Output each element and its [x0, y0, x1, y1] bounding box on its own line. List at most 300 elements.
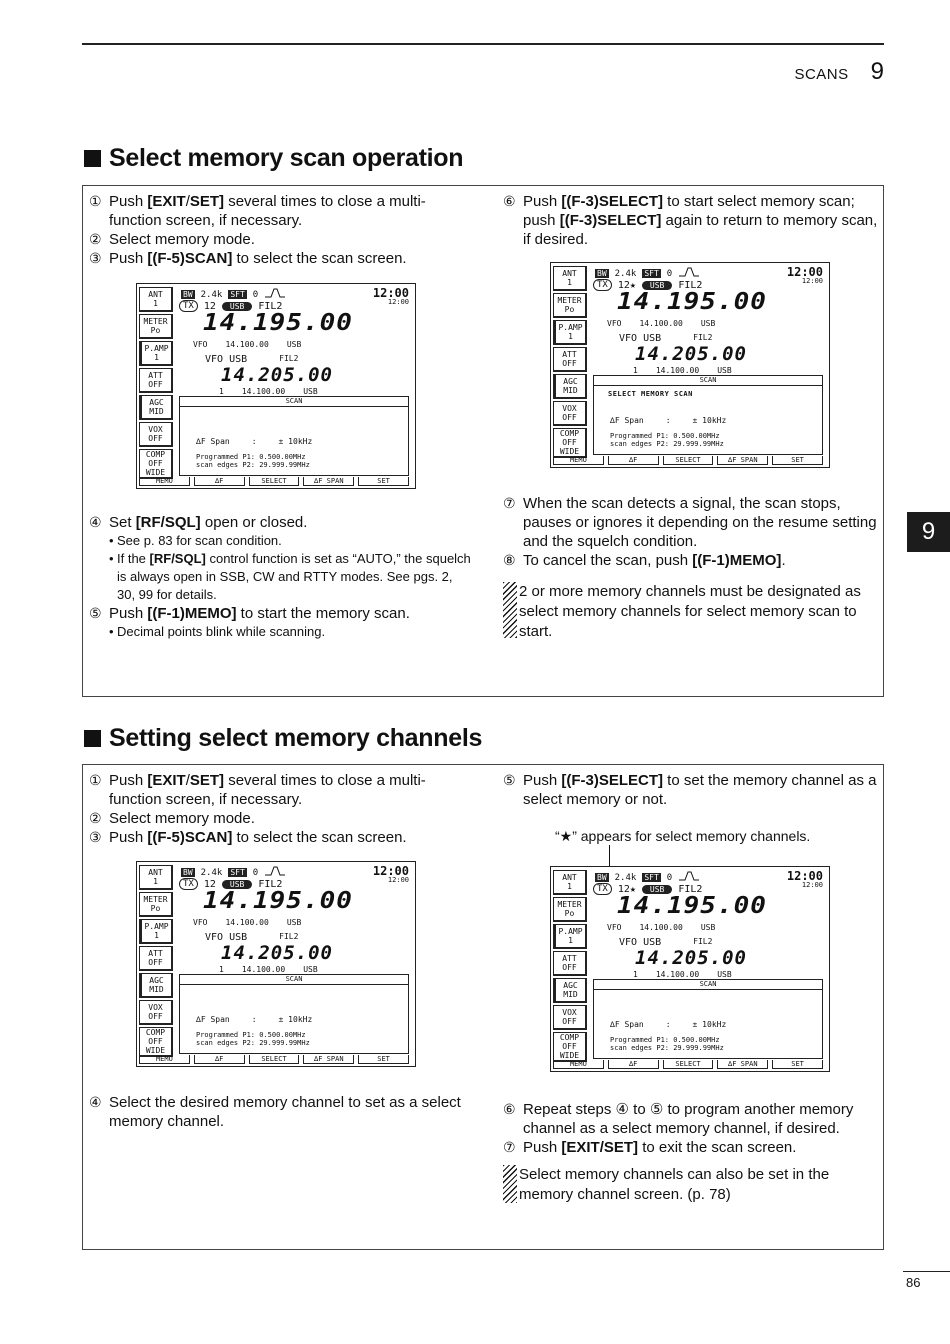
programmed-edges: [196, 1031, 310, 1047]
filter-label: FIL2: [678, 883, 703, 895]
chapter-tab: 9: [907, 512, 950, 552]
step-item: [89, 192, 469, 230]
function-key: MEMO: [553, 456, 604, 465]
function-keys: [553, 456, 827, 465]
lcd-side-button: [139, 314, 173, 339]
step-text-part: Push: [109, 193, 148, 210]
lcd-clock: 12:00: [786, 265, 823, 279]
step-text-part: Push: [109, 250, 148, 267]
step-text-part: [(F-5)SCAN]: [147, 829, 233, 846]
vfo-info: [607, 319, 715, 328]
scan-edges-p2: scan edges P2: 29.999.99MHz: [196, 1039, 310, 1047]
function-key: ∆F: [194, 477, 245, 486]
lcd-side-button-label: AGC: [149, 398, 164, 407]
sft-badge: SFT: [644, 873, 659, 882]
programmed-edges: [196, 453, 310, 469]
sub-channel-info: [633, 970, 732, 979]
step-text-part: [EXIT: [147, 193, 186, 210]
programmed-edges: [610, 1036, 724, 1052]
lcd-clock: 12:00: [372, 864, 409, 878]
lcd-side-button-label: MID: [149, 985, 164, 994]
s1-step8: ⑧ To cancel the scan, push [(F-1)MEMO].: [503, 552, 786, 569]
star-note: “★” appears for select memory channels.: [555, 828, 811, 844]
vfo-label: VFO: [193, 340, 208, 349]
function-key: MEMO: [139, 477, 190, 486]
bw-value: 2.4k: [200, 867, 223, 878]
step-item: [89, 828, 469, 847]
sub-frequency: 14.205.00: [635, 947, 747, 969]
filter-label: FIL2: [258, 300, 283, 312]
lcd-side-button-label: COMP: [559, 1033, 580, 1042]
span-row: [196, 437, 312, 446]
sub-channel-mode: USB: [717, 970, 732, 979]
span-label: ∆F Span: [196, 1015, 230, 1024]
mode-badge: USB: [222, 880, 252, 889]
bw-badge: BW: [597, 269, 607, 278]
lcd-side-button-label: 1: [153, 299, 158, 308]
top-rule: [82, 43, 884, 45]
section2-title-text: Setting select memory channels: [109, 724, 483, 752]
lcd-side-button-label: Po: [150, 326, 161, 335]
sub-channel-frequency: 14.100.00: [655, 970, 700, 979]
lcd-side-button: [139, 1000, 173, 1025]
vfo-mode: USB: [286, 340, 302, 349]
function-key: SET: [772, 1060, 823, 1069]
lcd-side-button-label: P.AMP: [144, 344, 169, 353]
lcd-side-button: [139, 368, 173, 393]
step-text-part: [(F-5)SCAN]: [147, 250, 233, 267]
s2-step6: ⑥ Repeat steps ④ to ⑤ to program another memory channel as a select memory channel, if desired.: [503, 1101, 854, 1137]
lcd-side-button-label: Po: [564, 909, 575, 918]
lcd-side-button-label: VOX: [562, 404, 577, 413]
lcd-side-button-label: OFF: [562, 359, 577, 368]
channel-number: 12★: [617, 883, 636, 895]
vfo-label: VFO: [193, 918, 208, 927]
lcd-side-button: [553, 951, 587, 976]
lcd-side-button-label: OFF: [148, 459, 163, 468]
mode-badge: USB: [642, 885, 672, 894]
bw-value: 2.4k: [200, 289, 223, 300]
channel-number: 12★: [617, 279, 636, 291]
lcd-side-button-label: WIDE: [559, 1051, 580, 1060]
lcd-side-button-label: Po: [564, 305, 575, 314]
lcd-side-button-label: OFF: [148, 434, 163, 443]
footer-rule: [903, 1271, 950, 1272]
channel-number: 12: [203, 878, 216, 890]
lcd-clock-small: 12:00: [387, 298, 409, 306]
sub-channel: 1: [219, 965, 224, 974]
vfo-info: [607, 923, 715, 932]
lcd-side-button-label: 1: [154, 931, 159, 940]
scan-panel-header: SCAN: [180, 975, 408, 985]
step-text-part: SET]: [189, 193, 225, 210]
bw-value: 2.4k: [614, 268, 637, 279]
scan-panel-header: SCAN: [594, 376, 822, 386]
sub-filter-label: FIL2: [279, 354, 299, 363]
lcd-side-button-label: AGC: [563, 981, 578, 990]
step-number: ③: [89, 829, 102, 845]
lcd-side-button: [553, 374, 587, 399]
lcd-scan-screen-2: [136, 861, 416, 1067]
lcd-side-button-label: 1: [568, 332, 573, 341]
sub-channel: 1: [219, 387, 224, 396]
vfo-frequency: 14.100.00: [639, 319, 683, 328]
function-keys: [553, 1060, 827, 1069]
sub-vfo-label: VFO: [205, 932, 224, 943]
lcd-side-button-label: VOX: [148, 425, 163, 434]
step-item: [89, 809, 469, 828]
main-frequency: 14.195.00: [617, 892, 767, 920]
function-key: SET: [772, 456, 823, 465]
sft-badge: SFT: [644, 269, 659, 278]
lcd-side-button: [553, 897, 587, 922]
sub-frequency: 14.205.00: [221, 942, 333, 964]
filter-label: FIL2: [258, 878, 283, 890]
lcd-side-button: [139, 919, 173, 944]
vfo-label: VFO: [607, 923, 622, 932]
lcd-side-button-label: ATT: [562, 350, 577, 359]
tx-badge: TX: [179, 878, 198, 890]
lcd-side-button-label: OFF: [148, 958, 163, 967]
scan-panel-header: SCAN: [180, 397, 408, 407]
lcd-side-button: [553, 401, 587, 426]
scan-panel: [179, 974, 409, 1054]
step-text-part: Push: [109, 772, 148, 789]
s1-note: 2 or more memory channels must be designated as select memory channels for select memory scan to start.: [503, 582, 878, 642]
lcd-side-button-label: METER: [557, 296, 582, 305]
function-key: ∆F: [194, 1055, 245, 1064]
sub-channel-frequency: 14.100.00: [655, 366, 700, 375]
sub-channel-mode: USB: [303, 387, 318, 396]
vfo-frequency: 14.100.00: [639, 923, 683, 932]
step-text: [109, 192, 469, 230]
bullet-square-icon: [84, 150, 101, 167]
sub-channel-info: [633, 366, 732, 375]
s1-step5: ⑤ Push [(F-1)MEMO] to start the memory scan.: [89, 605, 410, 622]
sub-channel-frequency: 14.100.00: [241, 387, 286, 396]
lcd-side-button-label: VOX: [148, 1003, 163, 1012]
scan-panel: [593, 375, 823, 455]
step-number: ①: [89, 772, 102, 788]
function-key: SELECT: [249, 477, 300, 486]
s2-left-steps: [89, 771, 469, 847]
note-hatch-icon: [503, 582, 517, 638]
sub-channel-mode: USB: [303, 965, 318, 974]
span-colon: :: [665, 416, 671, 425]
function-key: SET: [358, 1055, 409, 1064]
lcd-side-button-label: OFF: [148, 1012, 163, 1021]
running-head: [794, 58, 884, 86]
s1-step4: ④ Set [RF/SQL] open or closed.: [89, 514, 308, 531]
lcd-side-button: [553, 347, 587, 372]
lcd-side-button: [553, 266, 587, 291]
lcd-clock-small: 12:00: [801, 277, 823, 285]
vfo-frequency: 14.100.00: [225, 918, 269, 927]
span-colon: :: [251, 1015, 257, 1024]
bw-badge: BW: [597, 873, 607, 882]
note-hatch-icon: [503, 1165, 517, 1203]
select-memory-scan-banner: SELECT MEMORY SCAN: [608, 390, 693, 398]
sub-vfo-mode: USB: [229, 932, 248, 943]
lcd-side-button-label: P.AMP: [558, 927, 583, 936]
step-item: [89, 249, 469, 268]
lcd-side-button-label: OFF: [148, 380, 163, 389]
sft-value: 0: [252, 289, 259, 300]
sub-channel-mode: USB: [717, 366, 732, 375]
s2-right-lower: [503, 1100, 878, 1205]
step-text-part: several times to close a multi-function screen, if necessary.: [109, 193, 426, 229]
step-text-part: Select memory mode.: [109, 810, 255, 827]
step-text-part: to select the scan screen.: [232, 250, 407, 267]
span-row: [610, 1020, 726, 1029]
function-key: MEMO: [139, 1055, 190, 1064]
lcd-side-button: [139, 341, 173, 366]
function-key: SET: [358, 477, 409, 486]
lcd-side-button: [139, 892, 173, 917]
lcd-side-button-label: OFF: [148, 1037, 163, 1046]
s1-left-steps: [89, 192, 469, 268]
lcd-side-button: [139, 946, 173, 971]
sub-channel: 1: [633, 970, 638, 979]
bw-badge: BW: [183, 868, 193, 877]
scan-panel: [179, 396, 409, 476]
vfo-mode: USB: [286, 918, 302, 927]
lcd-side-button-label: P.AMP: [558, 323, 583, 332]
s2-step7: ⑦ Push [EXIT/SET] to exit the scan screen.: [503, 1139, 797, 1156]
programmed-p1: Programmed P1: 0.500.00MHz: [610, 1036, 720, 1044]
lcd-side-button-label: ATT: [562, 954, 577, 963]
programmed-p1: Programmed P1: 0.500.00MHz: [610, 432, 720, 440]
lcd-side-button: [139, 287, 173, 312]
s2-note: Select memory channels can also be set in the memory channel screen. (p. 78): [503, 1165, 878, 1205]
chapter-title: SCANS: [794, 66, 849, 83]
lcd-select-memory-scan-screen: [550, 262, 830, 468]
programmed-p1: Programmed P1: 0.500.00MHz: [196, 1031, 306, 1039]
tx-badge: TX: [179, 300, 198, 312]
sub-vfo-label: VFO: [619, 937, 638, 948]
lcd-clock: 12:00: [786, 869, 823, 883]
lcd-side-button-label: ANT: [562, 873, 577, 882]
lcd-side-button-label: OFF: [562, 438, 577, 447]
lcd-side-button-label: WIDE: [145, 1046, 166, 1055]
scan-edges-p2: scan edges P2: 29.999.99MHz: [610, 1044, 724, 1052]
step-number: ③: [89, 250, 102, 266]
lcd-side-button-label: 1: [567, 278, 572, 287]
span-value: ± 10kHz: [278, 437, 313, 446]
sub-channel: 1: [633, 366, 638, 375]
lcd-side-button: [553, 1032, 587, 1062]
lcd-side-button-label: ATT: [148, 949, 163, 958]
step-number: ①: [89, 193, 102, 209]
vfo-label: VFO: [607, 319, 622, 328]
lcd-side-button-label: 1: [154, 353, 159, 362]
span-value: ± 10kHz: [278, 1015, 313, 1024]
scan-edges-p2: scan edges P2: 29.999.99MHz: [610, 440, 724, 448]
span-value: ± 10kHz: [692, 1020, 727, 1029]
step-text: [109, 249, 469, 268]
lcd-side-button-label: 1: [568, 936, 573, 945]
scan-edges-p2: scan edges P2: 29.999.99MHz: [196, 461, 310, 469]
step-item: [89, 230, 469, 249]
lcd-side-button-label: 1: [567, 882, 572, 891]
step-number: ②: [89, 810, 102, 826]
lcd-side-button: [139, 865, 173, 890]
lcd-clock: 12:00: [372, 286, 409, 300]
mode-badge: USB: [222, 302, 252, 311]
sub-frequency: 14.205.00: [635, 343, 747, 365]
function-key: SELECT: [663, 1060, 714, 1069]
function-key: ∆F: [608, 456, 659, 465]
sub-filter-label: FIL2: [693, 333, 713, 342]
span-value: ± 10kHz: [692, 416, 727, 425]
span-row: [196, 1015, 312, 1024]
function-key: MEMO: [553, 1060, 604, 1069]
lcd-side-button-label: VOX: [562, 1008, 577, 1017]
lcd-side-button: [139, 395, 173, 420]
sub-channel-info: [219, 387, 318, 396]
tx-badge: TX: [593, 883, 612, 895]
lcd-side-button: [139, 422, 173, 447]
step-text-part: Push: [109, 829, 148, 846]
step-text: [109, 230, 469, 249]
vfo-mode: USB: [700, 319, 716, 328]
sub-channel-info: [219, 965, 318, 974]
main-frequency: 14.195.00: [617, 288, 767, 316]
lcd-side-button-label: ANT: [562, 269, 577, 278]
page-number: 86: [906, 1275, 921, 1290]
sub-vfo-mode: USB: [643, 333, 662, 344]
lcd-side-button-label: P.AMP: [144, 922, 169, 931]
vfo-frequency: 14.100.00: [225, 340, 269, 349]
section2-box: [82, 764, 884, 1250]
lcd-side-button: [139, 1027, 173, 1057]
s1-step4-sub2: • If the [RF/SQL] control function is set as “AUTO,” the squelch is always open in SSB, CW and RTTY modes. See pgs. 2, 30, 99 for details.: [109, 551, 471, 602]
section1-title-text: Select memory scan operation: [109, 144, 464, 172]
span-label: ∆F Span: [610, 416, 644, 425]
step-text-part: SET]: [189, 772, 225, 789]
lcd-side-button-label: Po: [150, 904, 161, 913]
lcd-side-button-label: OFF: [562, 1017, 577, 1026]
step-text: [109, 828, 469, 847]
bw-value: 2.4k: [614, 872, 637, 883]
lcd-side-button: [553, 428, 587, 458]
lcd-select-memory-channel-screen: [550, 866, 830, 1072]
lcd-side-button-label: OFF: [562, 413, 577, 422]
mode-badge: USB: [642, 281, 672, 290]
function-keys: [139, 1055, 413, 1064]
lcd-side-button-label: 1: [153, 877, 158, 886]
chapter-number: 9: [870, 58, 884, 85]
step-text-part: Select memory mode.: [109, 231, 255, 248]
sub-filter-label: FIL2: [279, 932, 299, 941]
sub-channel-frequency: 14.100.00: [241, 965, 286, 974]
lcd-side-button-label: OFF: [562, 1042, 577, 1051]
span-label: ∆F Span: [196, 437, 230, 446]
step-item: [89, 771, 469, 809]
lcd-side-button-label: WIDE: [559, 447, 580, 456]
lcd-side-button-label: COMP: [145, 1028, 166, 1037]
lcd-side-button: [139, 449, 173, 479]
lcd-side-button-label: AGC: [563, 377, 578, 386]
step-text-part: to select the scan screen.: [232, 829, 407, 846]
main-frequency: 14.195.00: [203, 309, 353, 337]
lcd-side-button-label: COMP: [559, 429, 580, 438]
function-key: ∆F SPAN: [303, 477, 354, 486]
lcd-side-button-label: MID: [149, 407, 164, 416]
lcd-side-button-label: METER: [143, 895, 168, 904]
section1-title: [84, 144, 463, 173]
lcd-side-button: [553, 978, 587, 1003]
function-key: ∆F: [608, 1060, 659, 1069]
lcd-side-button-label: OFF: [562, 963, 577, 972]
lcd-side-button-label: METER: [557, 900, 582, 909]
s1-step4-sub1: • See p. 83 for scan condition.: [109, 533, 282, 548]
function-key: SELECT: [663, 456, 714, 465]
lcd-side-button-label: ATT: [148, 371, 163, 380]
lcd-clock-small: 12:00: [387, 876, 409, 884]
lcd-side-button: [553, 924, 587, 949]
lcd-clock-small: 12:00: [801, 881, 823, 889]
scan-panel-header: SCAN: [594, 980, 822, 990]
programmed-p1: Programmed P1: 0.500.00MHz: [196, 453, 306, 461]
step-text-part: several times to close a multi-function screen, if necessary.: [109, 772, 426, 808]
lcd-side-button: [553, 320, 587, 345]
lcd-side-button-label: COMP: [145, 450, 166, 459]
function-key: ∆F SPAN: [717, 456, 768, 465]
scan-panel: [593, 979, 823, 1059]
section2-title: [84, 724, 482, 753]
step-text: [109, 771, 469, 809]
bullet-square-icon: [84, 730, 101, 747]
sub-frequency: 14.205.00: [221, 364, 333, 386]
function-keys: [139, 477, 413, 486]
bw-badge: BW: [183, 290, 193, 299]
lcd-side-button-label: AGC: [149, 976, 164, 985]
sub-vfo-mode: USB: [643, 937, 662, 948]
section1-box: [82, 185, 884, 697]
step-number: ②: [89, 231, 102, 247]
channel-number: 12: [203, 300, 216, 312]
sub-filter-label: FIL2: [693, 937, 713, 946]
span-colon: :: [251, 437, 257, 446]
step-text-part: [EXIT: [147, 772, 186, 789]
span-label: ∆F Span: [610, 1020, 644, 1029]
sft-value: 0: [252, 867, 259, 878]
span-colon: :: [665, 1020, 671, 1029]
function-key: SELECT: [249, 1055, 300, 1064]
sft-value: 0: [666, 872, 673, 883]
lcd-side-button-label: ANT: [148, 868, 163, 877]
sft-badge: SFT: [230, 290, 245, 299]
function-key: ∆F SPAN: [303, 1055, 354, 1064]
lcd-side-button-label: MID: [563, 386, 578, 395]
programmed-edges: [610, 432, 724, 448]
lcd-side-button: [553, 293, 587, 318]
lcd-scan-screen-1: [136, 283, 416, 489]
vfo-info: [193, 918, 301, 927]
vfo-info: [193, 340, 301, 349]
s2-step4: ④ Select the desired memory channel to set as a select memory channel.: [89, 1094, 461, 1130]
lcd-side-button: [553, 870, 587, 895]
lcd-side-button: [139, 973, 173, 998]
s1-step4-block: [89, 513, 471, 641]
tx-badge: TX: [593, 279, 612, 291]
span-row: [610, 416, 726, 425]
sft-value: 0: [666, 268, 673, 279]
function-key: ∆F SPAN: [717, 1060, 768, 1069]
lcd-side-button-label: ANT: [148, 290, 163, 299]
vfo-mode: USB: [700, 923, 716, 932]
